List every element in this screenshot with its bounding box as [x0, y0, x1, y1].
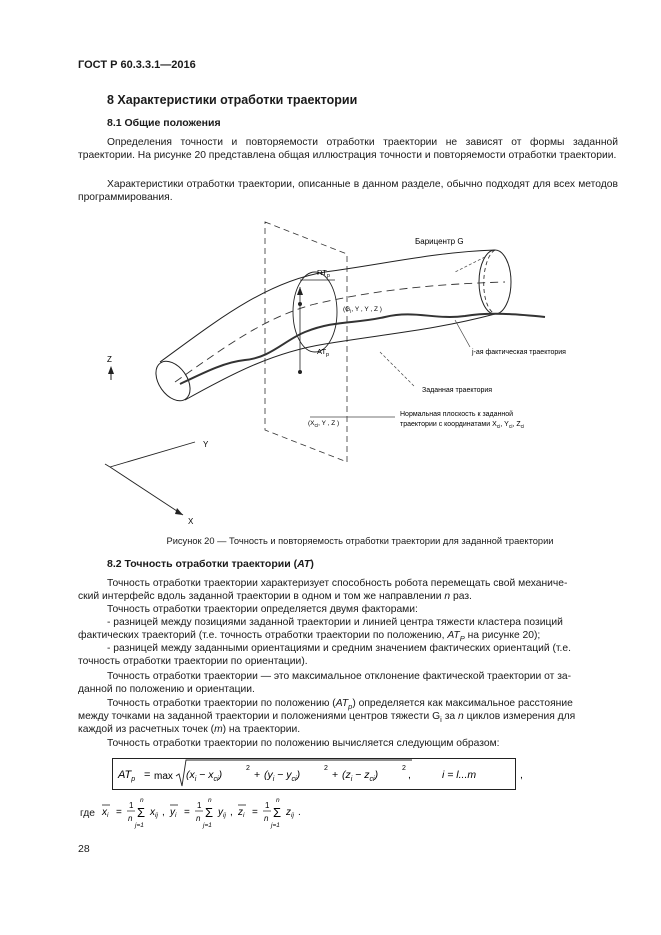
svg-text:1: 1: [197, 801, 202, 810]
svg-text:1: 1: [129, 801, 134, 810]
p824-line1: Точность отработки траектории по положению $(AT_p)$ определяется как максимальное расстояние: [107, 698, 573, 711]
label-normal-1: Нормальная плоскость к заданной: [400, 411, 514, 418]
section-8-2-title: 8.2 Точность отработки траектории (AT): [107, 558, 314, 570]
label-actual-trajectory: j-ая фактическая траектория: [472, 349, 566, 356]
svg-text:1: 1: [265, 801, 270, 810]
svg-text:Σ: Σ: [205, 805, 214, 820]
svg-text:zi: $z_i$: [238, 807, 245, 819]
svg-text:,: ,: [520, 769, 523, 781]
where-label: где: [80, 808, 96, 819]
bullet1-line1: - разницей между позициями заданной траектории и линией центра тяжести кластера позиций: [107, 617, 563, 628]
given-trajectory-line: [175, 282, 505, 382]
bullet2-line2: точность отработки траектории по ориентации).: [78, 656, 308, 667]
svg-text:2: 2: [324, 765, 328, 772]
svg-text:Σ: Σ: [273, 805, 282, 820]
label-at: $AT_p$: [317, 347, 330, 358]
svg-text:xi: $x_i$: [102, 807, 109, 819]
svg-text:=: =: [116, 807, 122, 818]
svg-text:n: n: [196, 814, 201, 823]
actual-leader: [455, 320, 470, 347]
given-point: [298, 370, 302, 374]
section-8-title: 8 Характеристики отработки траектории: [107, 93, 358, 107]
label-normal-2: траектории с координатами $X_{ci}$, $Y_{ci}$, $Z_{ci}$: [400, 421, 525, 430]
axis-origin: [105, 464, 110, 467]
label-given-trajectory: Заданная траектория: [422, 387, 493, 394]
svg-text:2: 2: [402, 765, 406, 772]
p823-line2: данной по положению и ориентации.: [78, 684, 255, 695]
label-z: Z: [107, 355, 112, 364]
svg-text:=: =: [252, 807, 258, 818]
p821-line1: Точность отработки траектории характеризует способность робота перемещать свой механиче-: [107, 578, 568, 589]
svg-text:,: ,: [408, 769, 411, 781]
p824-line2: между точками на заданной траектории и положениями центров тяжести $G_i$ за n циклов измерения для: [78, 711, 576, 724]
bullet2-line1: - разницей между заданными ориентациями и средним значением фактических ориентаций (т.е.: [107, 643, 571, 654]
svg-text:max: max: [154, 771, 173, 782]
svg-text:(xi − xci): $(x_i - x_{ci})$: [186, 769, 223, 783]
svg-text:,: ,: [162, 807, 165, 818]
page-number: 28: [78, 843, 90, 855]
svg-text:n: n: [128, 814, 133, 823]
svg-text:(yi − yci): $(y_i - y_{ci})$: [264, 769, 301, 783]
svg-text:j=1: j=1: [271, 822, 280, 829]
svg-text:=: =: [184, 807, 190, 818]
label-y: Y: [203, 440, 209, 449]
p825: Точность отработки траектории по положению вычисляется следующим образом:: [107, 738, 500, 749]
paragraph-8-1-2: Характеристики отработки траектории, описанные в данном разделе, обычно подходят для всех методов программирования.: [78, 179, 618, 203]
given-leader: [380, 352, 415, 387]
svg-text:n: n: [140, 797, 144, 804]
svg-text:ATp: $AT_p$: [118, 769, 136, 783]
x-arrow-head: [175, 508, 183, 515]
p821-line2: ский интерфейс вдоль заданной траектории в одном и том же направлении n раз.: [78, 591, 472, 602]
x-axis: [110, 467, 183, 515]
barycenter-point: [298, 302, 302, 306]
label-rt: $RT_p$: [317, 268, 330, 279]
document-code: ГОСТ Р 60.3.3.1—2016: [78, 59, 196, 71]
z-arrow-head: [108, 366, 114, 374]
svg-text:,: ,: [230, 807, 233, 818]
svg-text:yi: $y_i$: [170, 807, 177, 819]
svg-text:2: 2: [246, 765, 250, 772]
figure-20-trajectory-diagram: [95, 212, 615, 532]
svg-text:yij: $y_{ij}$: [218, 807, 226, 819]
svg-text:j=1: j=1: [135, 822, 144, 829]
svg-text:n: n: [208, 797, 212, 804]
atp-formula: [112, 756, 532, 792]
figure-20-caption: Рисунок 20 — Точность и повторяемость отработки траектории для заданной траектории: [166, 536, 554, 546]
arrow-up-marker: [297, 287, 303, 295]
label-gi: ($G_i$, Y , Y , Z ): [343, 306, 382, 315]
svg-text:Σ: Σ: [137, 805, 146, 820]
svg-text:=: =: [144, 769, 151, 781]
svg-text:(zi − zci): $(z_i - z_{ci})$: [342, 769, 379, 783]
section-8-1-title: 8.1 Общие положения: [107, 117, 221, 129]
p824-line3: каждой из расчетных точек (m) на траектории.: [78, 724, 301, 735]
svg-text:i = l...m: i = l...m: [442, 769, 477, 781]
label-xc: ($X_{ci}$, Y , Z ): [308, 420, 340, 429]
svg-text:j=1: j=1: [203, 822, 212, 829]
mean-definitions: [98, 793, 318, 833]
label-barycenter: Барицентр G: [415, 237, 464, 246]
svg-text:n: n: [264, 814, 269, 823]
svg-text:xij: $x_{ij}$: [150, 807, 158, 819]
svg-text:+: +: [254, 769, 261, 781]
p822: Точность отработки траектории определяется двумя факторами:: [107, 604, 418, 615]
svg-text:+: +: [332, 769, 339, 781]
tube-left-end: [149, 355, 197, 407]
svg-text:.: .: [298, 807, 301, 818]
svg-text:zij: $z_{ij}$: [286, 807, 294, 819]
svg-text:n: n: [276, 797, 280, 804]
paragraph-8-1-1: Определения точности и повторяемости отработки траектории не зависят от формы заданной траектории. На рисунке 20 представлена общая иллюстрация точности и повторяемости отработки траектории.: [78, 137, 618, 161]
label-x: X: [188, 517, 194, 526]
p823-line1: Точность отработки траектории — это максимальное отклонение фактической траектории от за-: [107, 671, 572, 682]
y-axis: [110, 442, 195, 467]
bullet1-line2: фактических траекторий (т.е. точность отработки траектории по положению, $AT_P$ на рисунке 20);: [78, 630, 541, 643]
